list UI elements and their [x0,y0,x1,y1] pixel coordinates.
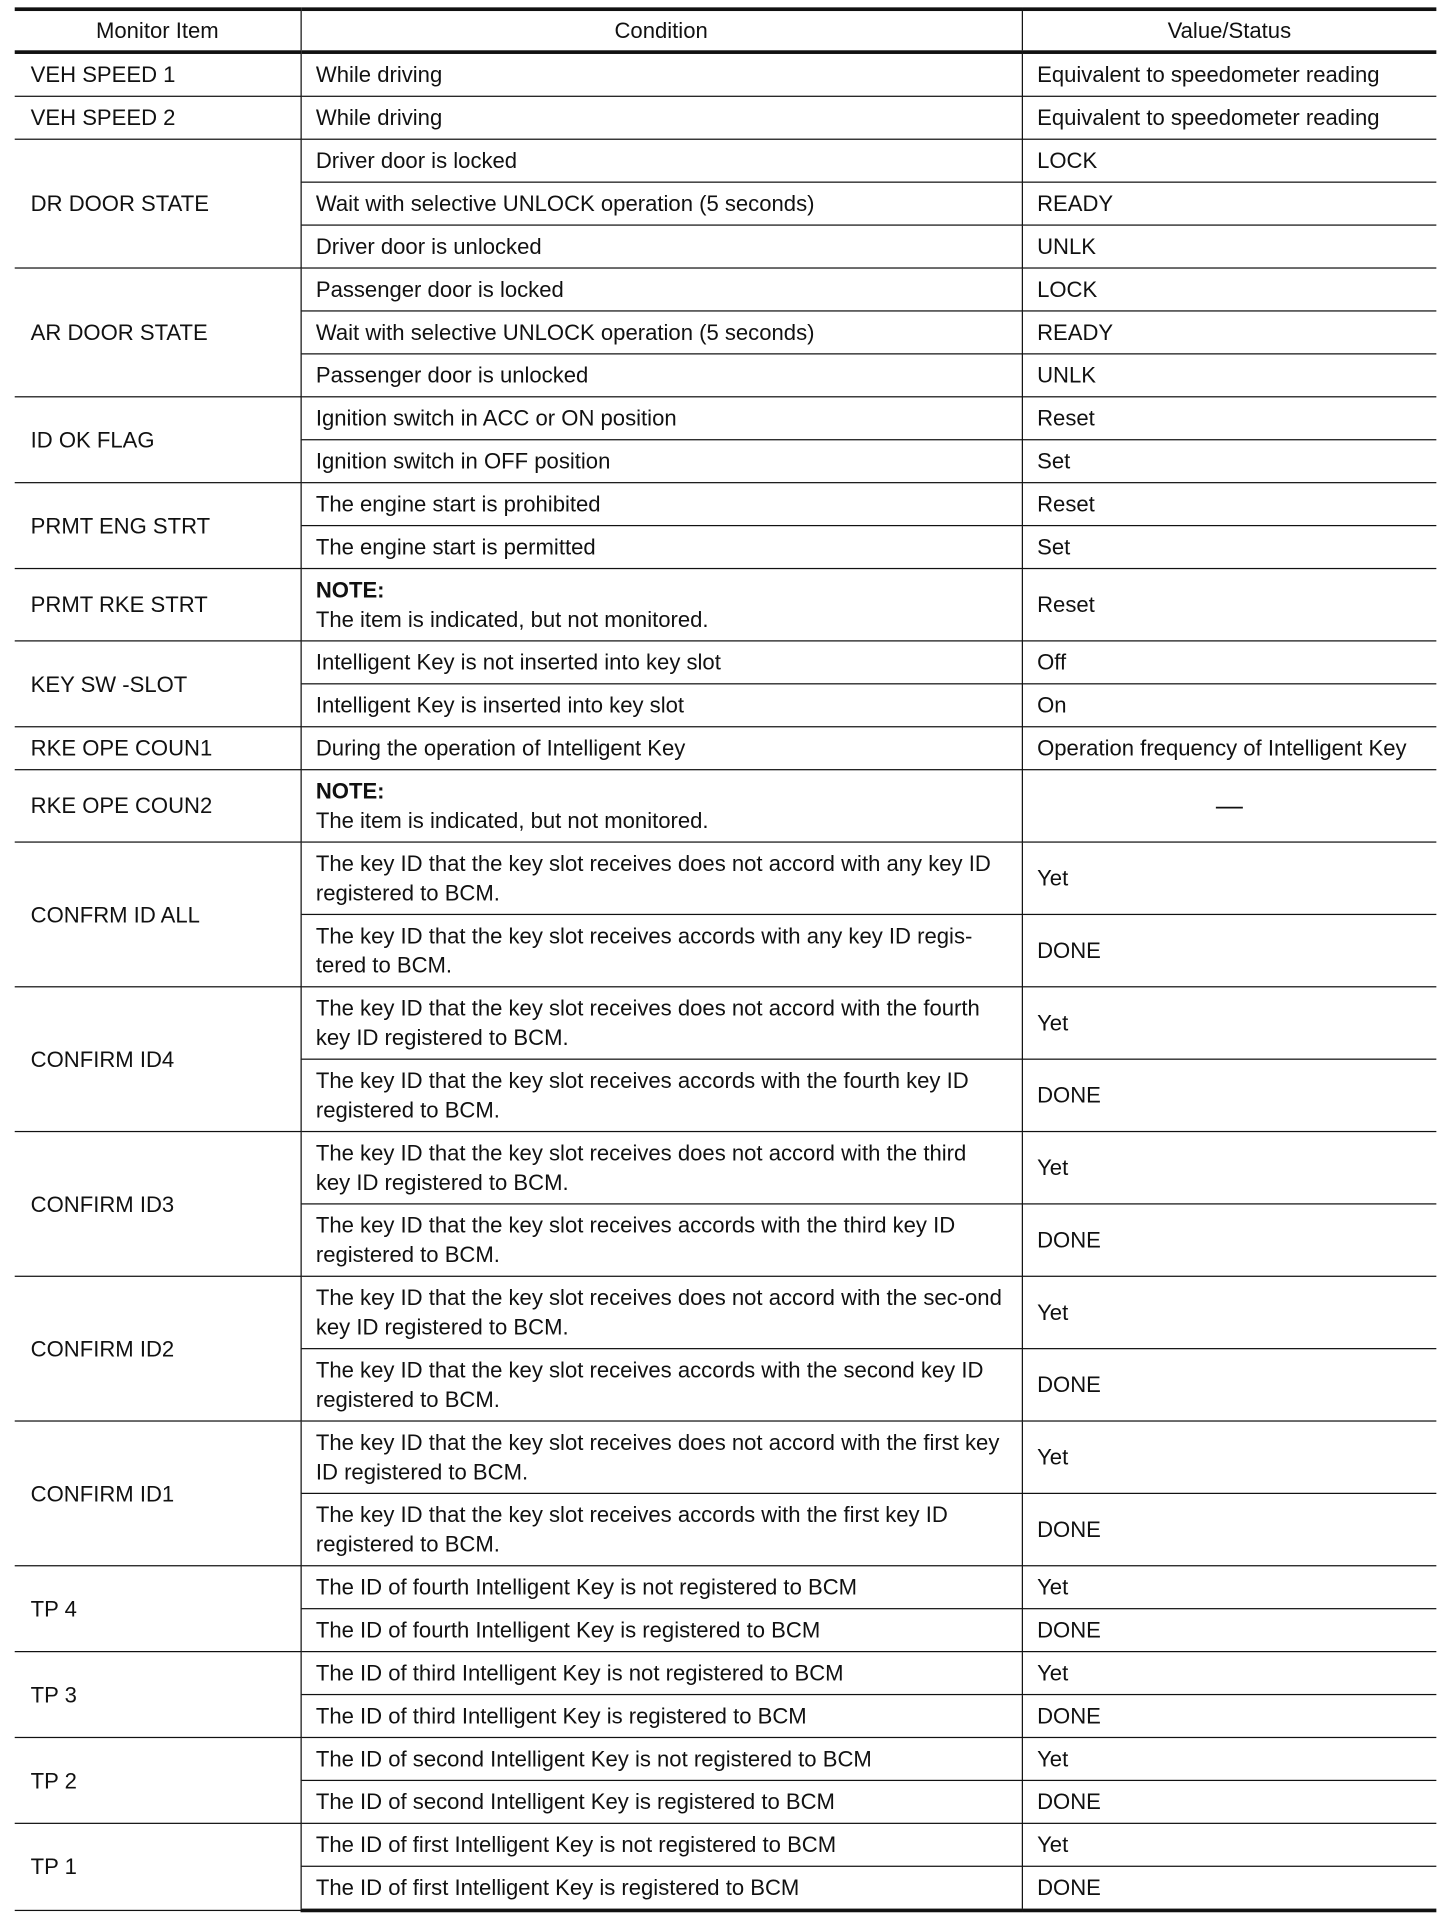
value-status-cell: Off [1022,641,1437,684]
condition-cell: During the operation of Intelligent Key [301,727,1022,770]
table-row [15,727,1437,770]
value-status-cell: DONE [1022,1780,1437,1823]
condition-cell [301,569,1022,641]
condition-cell: Ignition switch in ACC or ON position [301,397,1022,440]
condition-cell: The key ID that the key slot receives does not accord with the first key ID registered to BCM. [301,1421,1022,1493]
condition-cell: The engine start is prohibited [301,483,1022,526]
condition-cell: Driver door is locked [301,139,1022,182]
table-row [15,1566,1437,1609]
table-header [15,9,1437,52]
value-status-cell: DONE [1022,1493,1437,1565]
value-status-cell: Reset [1022,569,1437,641]
table-row [15,483,1437,526]
value-status-cell: Yet [1022,1566,1437,1609]
header-value-status: Value/Status [1022,9,1437,52]
note-label: NOTE: [315,778,385,804]
monitor-item-cell: ID OK FLAG [15,397,301,483]
condition-cell: The key ID that the key slot receives accords with the fourth key ID registered to BCM. [301,1059,1022,1131]
monitor-item-cell: CONFIRM ID4 [15,987,301,1132]
value-status-cell: UNLK [1022,225,1437,268]
monitor-item-cell: TP 3 [15,1652,301,1738]
condition-cell: The engine start is permitted [301,526,1022,569]
condition-cell: The key ID that the key slot receives accords with the second key ID registered to BCM. [301,1349,1022,1421]
value-status-cell: DONE [1022,1349,1437,1421]
table-row [15,1132,1437,1204]
monitor-item-cell: CONFIRM ID2 [15,1276,301,1421]
table-row [15,1276,1437,1348]
value-status-cell: DONE [1022,1866,1437,1910]
monitor-item-cell: CONFRM ID ALL [15,842,301,987]
value-status-cell: Operation frequency of Intelligent Key [1022,727,1437,770]
table-row [15,641,1437,684]
value-status-cell: On [1022,684,1437,727]
monitor-item-cell: RKE OPE COUN1 [15,727,301,770]
condition-cell: The ID of fourth Intelligent Key is registered to BCM [301,1609,1022,1652]
table-row [15,1823,1437,1866]
value-status-cell: Yet [1022,1652,1437,1695]
condition-cell: While driving [301,96,1022,139]
value-status-cell: UNLK [1022,354,1437,397]
condition-cell: The key ID that the key slot receives does not accord with the sec-ond key ID registered to BCM. [301,1276,1022,1348]
condition-cell: The key ID that the key slot receives accords with the first key ID registered to BCM. [301,1493,1022,1565]
condition-cell: The ID of fourth Intelligent Key is not registered to BCM [301,1566,1022,1609]
table-row [15,268,1437,311]
condition-cell: The ID of third Intelligent Key is registered to BCM [301,1695,1022,1738]
monitor-item-cell: VEH SPEED 1 [15,52,301,96]
monitor-item-cell: CONFIRM ID3 [15,1132,301,1277]
monitor-item-cell: TP 2 [15,1737,301,1823]
condition-cell: Intelligent Key is not inserted into key slot [301,641,1022,684]
value-status-cell: Reset [1022,483,1437,526]
monitor-item-cell: DR DOOR STATE [15,139,301,268]
value-status-cell: Reset [1022,397,1437,440]
header-row [15,9,1437,52]
value-status-cell: READY [1022,182,1437,225]
value-status-cell: Yet [1022,987,1437,1059]
condition-cell: The key ID that the key slot receives does not accord with the third key ID registered to BCM. [301,1132,1022,1204]
condition-cell: The ID of second Intelligent Key is registered to BCM [301,1780,1022,1823]
table-row [15,1737,1437,1780]
note-text: The item is indicated, but not monitored. [315,607,709,632]
monitor-item-cell: PRMT ENG STRT [15,483,301,569]
value-status-cell: DONE [1022,1695,1437,1738]
condition-cell: Ignition switch in OFF position [301,440,1022,483]
monitor-item-cell: VEH SPEED 2 [15,96,301,139]
table-row [15,569,1437,641]
value-status-cell: Equivalent to speedometer reading [1022,52,1437,96]
header-condition: Condition [301,9,1022,52]
monitor-item-cell: RKE OPE COUN2 [15,770,301,842]
table-row [15,397,1437,440]
condition-cell: The key ID that the key slot receives does not accord with the fourth key ID registered to BCM. [301,987,1022,1059]
table-body [15,52,1437,1910]
value-status-cell: READY [1022,311,1437,354]
monitor-item-cell: TP 1 [15,1823,301,1910]
condition-cell: Wait with selective UNLOCK operation (5 seconds) [301,182,1022,225]
condition-cell: Intelligent Key is inserted into key slot [301,684,1022,727]
table-row [15,770,1437,842]
condition-cell: The key ID that the key slot receives accords with any key ID regis-tered to BCM. [301,914,1022,986]
monitor-item-cell: CONFIRM ID1 [15,1421,301,1566]
condition-cell: Wait with selective UNLOCK operation (5 seconds) [301,311,1022,354]
condition-cell: The ID of third Intelligent Key is not registered to BCM [301,1652,1022,1695]
value-status-cell: Yet [1022,1421,1437,1493]
condition-cell: The ID of first Intelligent Key is not registered to BCM [301,1823,1022,1866]
value-status-cell: Yet [1022,1276,1437,1348]
table-row [15,1421,1437,1493]
value-status-cell: Yet [1022,1132,1437,1204]
condition-cell: Driver door is unlocked [301,225,1022,268]
value-status-cell: Yet [1022,842,1437,914]
monitor-table [15,7,1437,1912]
monitor-item-cell: PRMT RKE STRT [15,569,301,641]
header-monitor-item: Monitor Item [15,9,301,52]
monitor-item-cell: TP 4 [15,1566,301,1652]
value-status-cell: — [1022,770,1437,842]
condition-cell: Passenger door is locked [301,268,1022,311]
table-row [15,842,1437,914]
condition-cell: The key ID that the key slot receives does not accord with any key ID registered to BCM. [301,842,1022,914]
note-label: NOTE: [315,577,385,603]
value-status-cell: Set [1022,526,1437,569]
table-row [15,96,1437,139]
monitor-item-cell: AR DOOR STATE [15,268,301,397]
value-status-cell: DONE [1022,1609,1437,1652]
value-status-cell: LOCK [1022,139,1437,182]
note-text: The item is indicated, but not monitored. [315,808,709,833]
monitor-item-cell: KEY SW -SLOT [15,641,301,727]
condition-cell [301,770,1022,842]
value-status-cell: DONE [1022,1204,1437,1276]
table-row [15,1652,1437,1695]
value-status-cell: Yet [1022,1737,1437,1780]
condition-cell: Passenger door is unlocked [301,354,1022,397]
value-status-cell: DONE [1022,914,1437,986]
condition-cell: While driving [301,52,1022,96]
table-row [15,987,1437,1059]
value-status-cell: Equivalent to speedometer reading [1022,96,1437,139]
condition-cell: The ID of first Intelligent Key is registered to BCM [301,1866,1022,1910]
condition-cell: The ID of second Intelligent Key is not registered to BCM [301,1737,1022,1780]
condition-cell: The key ID that the key slot receives accords with the third key ID registered to BCM. [301,1204,1022,1276]
value-status-cell: Yet [1022,1823,1437,1866]
table-row [15,52,1437,96]
table-row [15,139,1437,182]
value-status-cell: DONE [1022,1059,1437,1131]
value-status-cell: Set [1022,440,1437,483]
value-status-cell: LOCK [1022,268,1437,311]
